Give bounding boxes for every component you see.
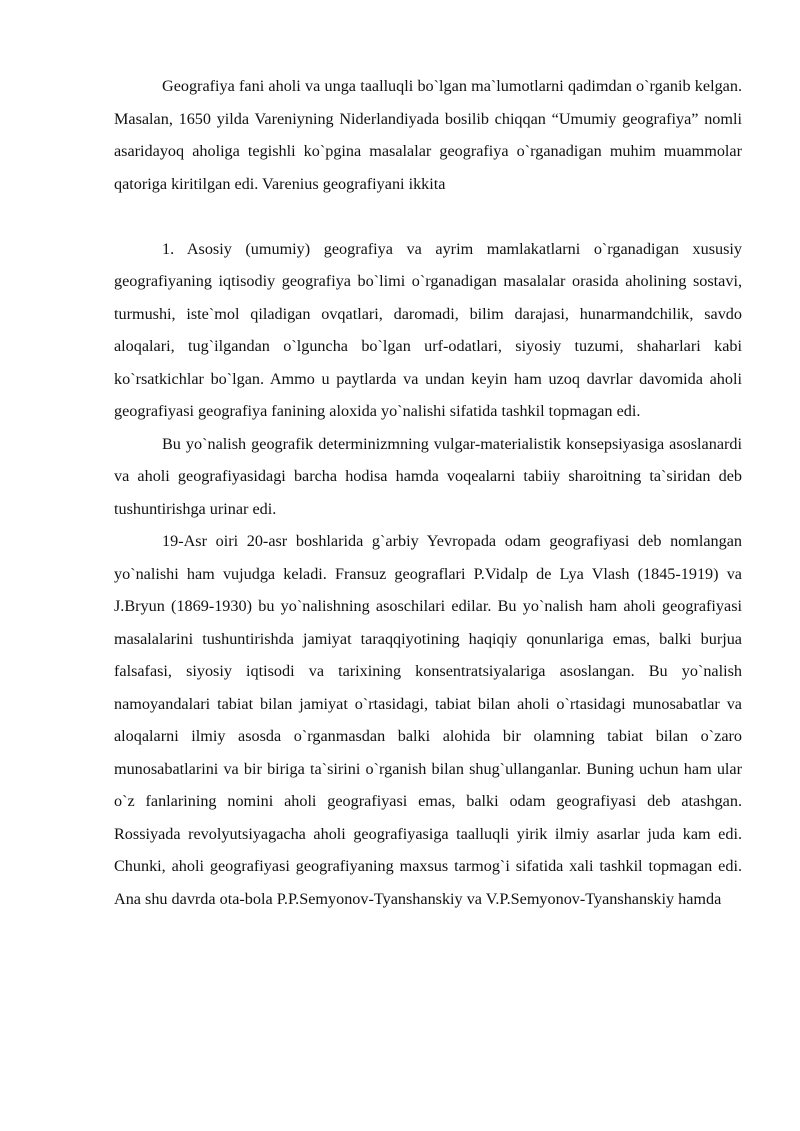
paragraph-item-1: 1. Asosiy (umumiy) geografiya va ayrim mamlakatlarni o`rganadigan xususiy geografiyaning iqtisodiy geografiya bo`limi o`rganadigan masalalar orasida aholining sostavi, turmushi, iste`mol qiladigan ovqatlari, daromadi, bilim darajasi, hunarmandchilik, savdo aloqalari, tug`ilgandan o`lguncha bo`lgan urf-odatlari, siyosiy tuzumi, shaharlari kabi ko`rsatkichlar bo`lgan. Ammo u paytlarda va undan keyin ham uzoq davrlar davomida aholi geografiyasi geografiya fanining aloxida yo`nalishi sifatida tashkil topmagan edi. [114, 239, 742, 420]
body-text [114, 70, 742, 915]
paragraph-human-geography: 19-Asr oiri 20-asr boshlarida g`arbiy Yevropada odam geografiyasi deb nomlangan yo`nalishi ham vujudga keladi. Fransuz geograflari P.Vidalp de Lya Vlash (1845-1919) va J.Bryun (1869-1930) bu yo`nalishning asoschilari edilar. Bu yo`nalish ham aholi geografiyasi masalalarini tushuntirishda jamiyat taraqqiyotining haqiqiy qonunlariga emas, balki burjua falsafasi, siyosiy iqtisodi va tarixining konsentratsiyalariga asoslangan. Bu yo`nalish namoyandalari tabiat bilan jamiyat o`rtasidagi, tabiat bilan aholi o`rtasidagi munosabatlar va aloqalarni ilmiy asosda o`rganmasdan balki alohida bir olamning tabiat bilan o`zaro munosabatlarini va bir biriga ta`sirini o`rganish bilan shug`ullanganlar. Buning uchun ham ular o`z fanlarining nomini aholi geografiyasi emas, balki odam geografiyasi deb atashgan. Rossiyada revolyutsiyagacha aholi geografiyasiga taalluqli yirik ilmiy asarlar juda kam edi. Chunki, aholi geografiyasi geografiyaning maxsus tarmog`i sifatida xali tashkil topmagan edi. Ana shu davrda ota-bola P.P.Semyonov-Tyanshanskiy va V.P.Semyonov-Tyanshanskiy hamda [114, 532, 742, 908]
paragraph-determinism: Bu yo`nalish geografik determinizmning vulgar-materialistik konsepsiyasiga asoslanardi va aholi geografiyasidagi barcha hodisa hamda voqealarni tabiiy sharoitning ta`siridan deb tushuntirishga urinar edi. [114, 434, 742, 518]
paragraph-intro: Geografiya fani aholi va unga taalluqli bo`lgan ma`lumotlarni qadimdan o`rganib kelgan. Masalan, 1650 yilda Vareniyning Niderlandiyada bosilib chiqqan “Umumiy geografiya” nomli asaridayoq aholiga tegishli ko`pgina masalalar geografiya o`rganadigan muhim muammolar qatoriga kiritilgan edi. Varenius geografiyani ikkita [114, 77, 742, 193]
